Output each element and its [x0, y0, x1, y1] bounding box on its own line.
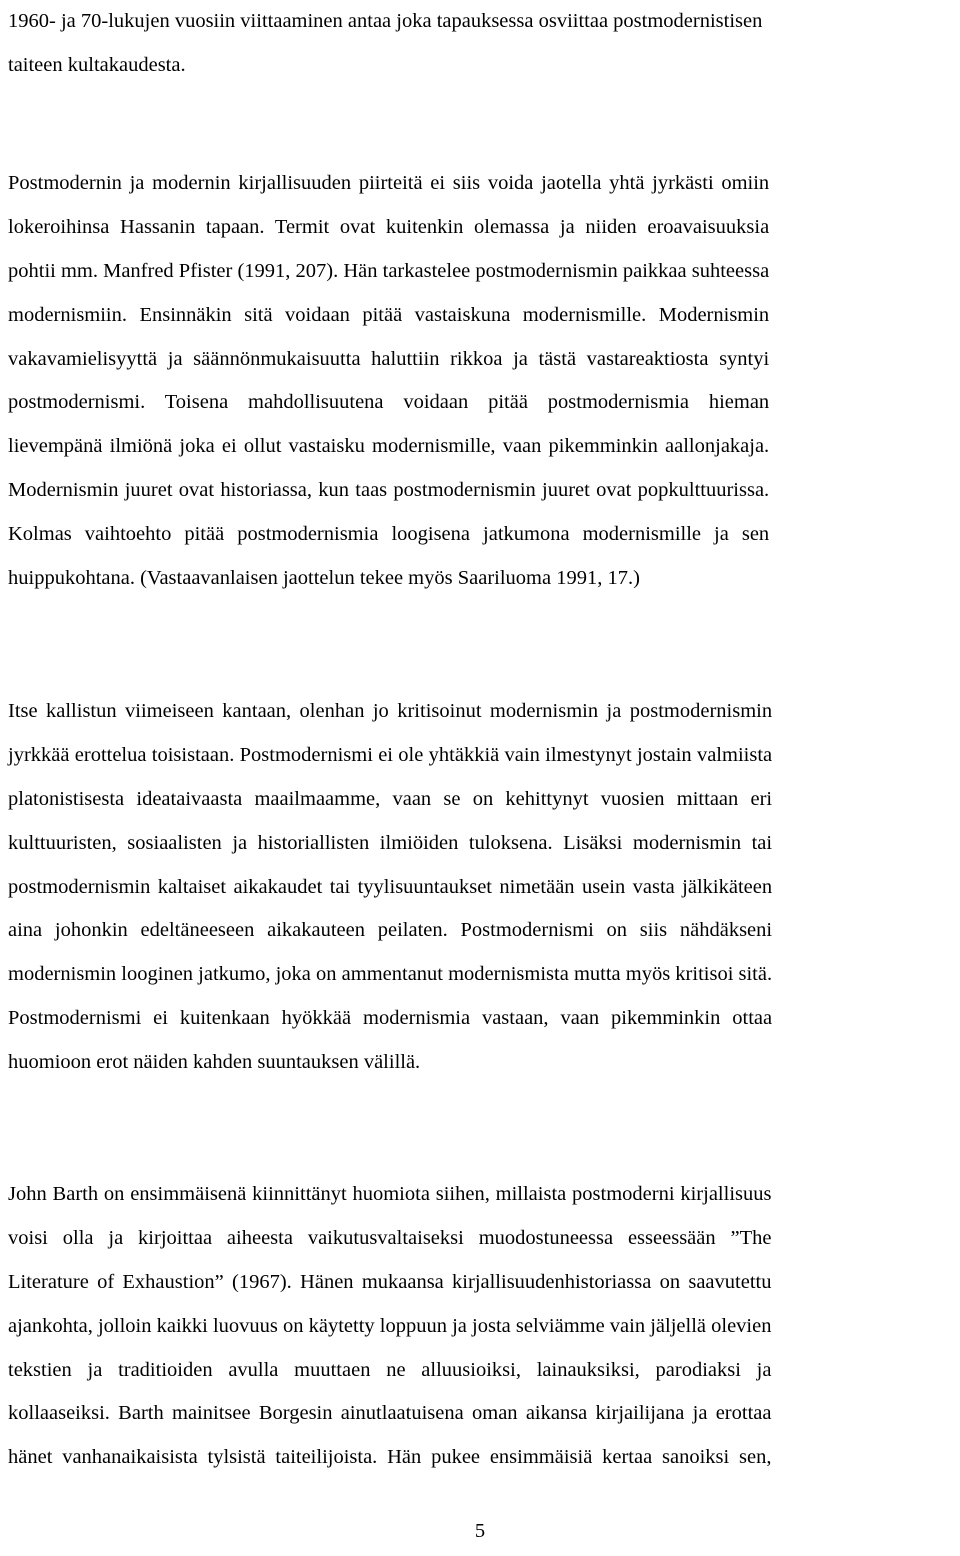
text-line: lievempänä ilmiönä joka ei ollut vastaisku modernismille, vaan pikemminkin aallonjakaja. — [8, 435, 770, 458]
text-line: Postmodernismi ei kuitenkaan hyökkää modernismia vastaan, vaan pikemminkin ottaa — [8, 1007, 773, 1030]
page-number: 5 — [474, 1520, 486, 1542]
text-line: Modernismin juuret ovat historiassa, kun taas postmodernismin juuret ovat popkulttuurissa. — [8, 479, 770, 502]
text-line: platonistisesta ideataivaasta maailmaamme, vaan se on kehittynyt vuosien mittaan eri — [8, 787, 773, 810]
text-line: hänet vanhanaikaisista tylsistä taiteilijoista. Hän pukee ensimmäisiä kertaa sanoiksi sen, — [8, 1446, 772, 1469]
text-line: taiteen kultakaudesta. — [8, 53, 186, 76]
text-line: ajankohta, jolloin kaikki luovuus on käytetty loppuun ja josta selviämme vain jäljellä olevien — [8, 1314, 772, 1337]
paragraph-1 — [8, 0, 762, 88]
text-line: aina johonkin edeltäneeseen aikakauteen peilaten. Postmodernismi on siis nähdäkseni — [8, 919, 773, 942]
text-line: kollaaseiksi. Barth mainitsee Borgesin ainutlaatuisena oman aikansa kirjailijana ja erottaa — [8, 1402, 772, 1425]
text-line: John Barth on ensimmäisenä kiinnittänyt huomiota siihen, millaista postmoderni kirjallisuus — [8, 1183, 772, 1205]
text-line: Itse kallistun viimeiseen kantaan, olenhan jo kritisoinut modernismin ja postmodernismin — [8, 700, 773, 722]
text-line: voisi olla ja kirjoittaa aiheesta vaikutusvaltaiseksi muodostuneessa esseessään ”The — [8, 1226, 772, 1249]
text-line: pohtii mm. Manfred Pfister (1991, 207). Hän tarkastelee postmodernismin paikkaa suhteessa — [8, 259, 770, 282]
text-line: lokeroihinsa Hassanin tapaan. Termit ovat kuitenkin olemassa ja niiden eroavaisuuksia — [8, 215, 770, 238]
text-line: Postmodernin ja modernin kirjallisuuden piirteitä ei siis voida jaotella yhtä jyrkästi omiin — [8, 172, 770, 194]
text-line: vakavamielisyyttä ja säännönmukaisuutta haluttiin rikkoa ja tästä vastareaktiosta syntyi — [8, 347, 770, 370]
text-line: postmodernismi. Toisena mahdollisuutena voidaan pitää postmodernismia hieman — [8, 391, 770, 414]
text-line: jyrkkää erottelua toisistaan. Postmodernismi ei ole yhtäkkiä vain ilmestynyt jostain valmiista — [8, 743, 773, 766]
text-line: modernismiin. Ensinnäkin sitä voidaan pitää vastaiskuna modernismille. Modernismin — [8, 303, 770, 326]
text-line: huippukohtana. (Vastaavanlaisen jaottelun tekee myös Saariluoma 1991, 17.) — [8, 567, 640, 590]
text-line: 1960- ja 70-lukujen vuosiin viittaaminen antaa joka tapauksessa osviittaa postmodernistisen — [8, 10, 763, 32]
text-line: huomioon erot näiden kahden suuntauksen välillä. — [8, 1051, 421, 1074]
text-line: kulttuuristen, sosiaalisten ja historiallisten ilmiöiden tuloksena. Lisäksi modernismin tai — [8, 831, 773, 854]
text-line: Literature of Exhaustion” (1967). Hänen mukaansa kirjallisuudenhistoriassa on saavutettu — [8, 1270, 772, 1293]
paragraph-2 — [8, 162, 769, 601]
text-line: modernismin looginen jatkumo, joka on ammentanut modernismista mutta myös kritisoi sitä. — [8, 963, 773, 986]
paragraph-4 — [8, 1173, 771, 1480]
paragraph-3 — [8, 690, 772, 1085]
text-line: Kolmas vaihtoehto pitää postmodernismia loogisena jatkumona modernismille ja sen — [8, 523, 770, 546]
text-line: tekstien ja traditioiden avulla muuttaen ne alluusioiksi, lainauksiksi, parodiaksi ja — [8, 1358, 772, 1381]
text-line: postmodernismin kaltaiset aikakaudet tai tyylisuuntaukset nimetään usein vasta jälkikäteen — [8, 875, 773, 898]
